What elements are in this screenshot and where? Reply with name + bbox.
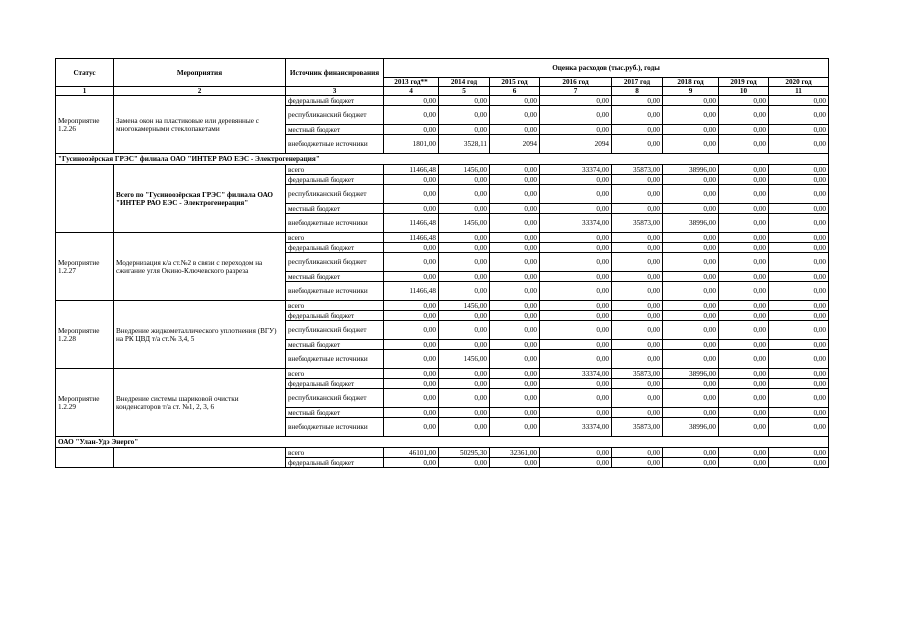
- value-cell: 0,00: [663, 106, 719, 125]
- value-cell: 35873,00: [612, 214, 663, 233]
- value-cell: 0,00: [663, 96, 719, 106]
- value-cell: 32361,00: [490, 448, 540, 458]
- value-cell: 0,00: [663, 311, 719, 321]
- column-index: 8: [612, 87, 663, 96]
- value-cell: 0,00: [719, 458, 769, 468]
- value-cell: 0,00: [612, 243, 663, 253]
- table-row: [56, 448, 829, 458]
- value-cell: 0,00: [384, 175, 439, 185]
- value-cell: 0,00: [612, 408, 663, 418]
- value-cell: 0,00: [663, 185, 719, 204]
- value-cell: 0,00: [719, 214, 769, 233]
- value-cell: 0,00: [490, 379, 540, 389]
- status-cell: Мероприятие 1.2.26: [56, 96, 114, 154]
- status-cell: Мероприятие 1.2.29: [56, 369, 114, 437]
- value-cell: 11466,48: [384, 214, 439, 233]
- value-cell: 0,00: [719, 233, 769, 243]
- value-cell: 0,00: [439, 389, 490, 408]
- value-cell: 0,00: [663, 389, 719, 408]
- value-cell: 0,00: [719, 253, 769, 272]
- value-cell: 0,00: [490, 369, 540, 379]
- source-cell: республиканский бюджет: [286, 253, 384, 272]
- table-row: [56, 233, 829, 243]
- value-cell: 1456,00: [439, 301, 490, 311]
- source-header: Источник финансирования: [286, 59, 384, 87]
- value-cell: 0,00: [719, 204, 769, 214]
- value-cell: 0,00: [439, 243, 490, 253]
- value-cell: 0,00: [439, 379, 490, 389]
- value-cell: 0,00: [540, 185, 612, 204]
- value-cell: 0,00: [490, 96, 540, 106]
- source-cell: внебюджетные источники: [286, 214, 384, 233]
- value-cell: 0,00: [540, 175, 612, 185]
- table-row: [56, 165, 829, 175]
- value-cell: 33374,00: [540, 214, 612, 233]
- value-cell: 0,00: [540, 106, 612, 125]
- value-cell: 0,00: [384, 369, 439, 379]
- value-cell: 0,00: [663, 204, 719, 214]
- value-cell: 0,00: [384, 311, 439, 321]
- value-cell: 0,00: [769, 301, 829, 311]
- year-header: 2017 год: [612, 78, 663, 87]
- source-cell: местный бюджет: [286, 204, 384, 214]
- value-cell: 0,00: [540, 282, 612, 301]
- value-cell: 0,00: [490, 253, 540, 272]
- event-cell: Модернизация к/а ст.№2 в связи с переходом на сжигание угля Окино-Ключевского разреза: [114, 233, 286, 301]
- value-cell: 0,00: [769, 165, 829, 175]
- value-cell: 0,00: [612, 311, 663, 321]
- column-index: 4: [384, 87, 439, 96]
- value-cell: 3528,11: [439, 135, 490, 154]
- value-cell: 0,00: [769, 321, 829, 340]
- value-cell: 0,00: [490, 311, 540, 321]
- value-cell: 0,00: [439, 106, 490, 125]
- value-cell: 0,00: [719, 96, 769, 106]
- value-cell: 0,00: [769, 350, 829, 369]
- event-cell: Внедрение системы шариковой очистки конденсаторов т/а ст. №1, 2, 3, 6: [114, 369, 286, 437]
- value-cell: 0,00: [769, 311, 829, 321]
- value-cell: 0,00: [490, 389, 540, 408]
- value-cell: 0,00: [384, 272, 439, 282]
- value-cell: 0,00: [719, 282, 769, 301]
- value-cell: 0,00: [490, 214, 540, 233]
- event-cell: Замена окон на пластиковые или деревянные с многокамерными стеклопакетами: [114, 96, 286, 154]
- value-cell: 0,00: [612, 125, 663, 135]
- value-cell: 0,00: [540, 253, 612, 272]
- value-cell: 2094: [540, 135, 612, 154]
- value-cell: 0,00: [439, 321, 490, 340]
- value-cell: 0,00: [540, 340, 612, 350]
- value-cell: 0,00: [612, 135, 663, 154]
- year-header: 2015 год: [490, 78, 540, 87]
- value-cell: 1801,00: [384, 135, 439, 154]
- value-cell: 0,00: [490, 233, 540, 243]
- value-cell: 38996,00: [663, 165, 719, 175]
- year-header: 2019 год: [719, 78, 769, 87]
- value-cell: 0,00: [384, 389, 439, 408]
- value-cell: 0,00: [663, 272, 719, 282]
- value-cell: 50295,30: [439, 448, 490, 458]
- value-cell: 0,00: [384, 125, 439, 135]
- value-cell: 0,00: [769, 448, 829, 458]
- value-cell: 0,00: [490, 408, 540, 418]
- value-cell: 0,00: [719, 408, 769, 418]
- value-cell: 0,00: [439, 96, 490, 106]
- value-cell: 0,00: [612, 253, 663, 272]
- value-cell: 0,00: [612, 389, 663, 408]
- value-cell: 0,00: [719, 301, 769, 311]
- value-cell: 0,00: [769, 185, 829, 204]
- value-cell: 0,00: [769, 272, 829, 282]
- value-cell: 0,00: [439, 282, 490, 301]
- source-cell: федеральный бюджет: [286, 311, 384, 321]
- status-cell: [56, 165, 114, 233]
- value-cell: 0,00: [612, 448, 663, 458]
- value-cell: 0,00: [540, 389, 612, 408]
- value-cell: 0,00: [719, 125, 769, 135]
- value-cell: 0,00: [540, 311, 612, 321]
- source-cell: местный бюджет: [286, 408, 384, 418]
- event-cell: Всего по "Гусиноозёрская ГРЭС" филиала ОАО "ИНТЕР РАО ЕЭС - Электрогенерация": [114, 165, 286, 233]
- value-cell: 0,00: [769, 340, 829, 350]
- value-cell: 0,00: [490, 106, 540, 125]
- value-cell: 0,00: [490, 321, 540, 340]
- value-cell: 0,00: [490, 185, 540, 204]
- value-cell: 0,00: [439, 408, 490, 418]
- value-cell: 35873,00: [612, 165, 663, 175]
- value-cell: 0,00: [540, 233, 612, 243]
- year-header: 2016 год: [540, 78, 612, 87]
- value-cell: 0,00: [769, 389, 829, 408]
- source-cell: федеральный бюджет: [286, 458, 384, 468]
- source-cell: федеральный бюджет: [286, 379, 384, 389]
- value-cell: 0,00: [663, 340, 719, 350]
- value-cell: 0,00: [540, 243, 612, 253]
- value-cell: 0,00: [612, 185, 663, 204]
- value-cell: 0,00: [769, 96, 829, 106]
- status-cell: Мероприятие 1.2.28: [56, 301, 114, 369]
- value-cell: 0,00: [540, 408, 612, 418]
- year-header: 2018 год: [663, 78, 719, 87]
- value-cell: 0,00: [439, 272, 490, 282]
- value-cell: 0,00: [612, 272, 663, 282]
- year-header: 2014 год: [439, 78, 490, 87]
- value-cell: 0,00: [663, 350, 719, 369]
- column-index: 3: [286, 87, 384, 96]
- value-cell: 0,00: [769, 458, 829, 468]
- value-cell: 0,00: [439, 340, 490, 350]
- value-cell: 11466,48: [384, 165, 439, 175]
- value-cell: 0,00: [384, 243, 439, 253]
- value-cell: 33374,00: [540, 418, 612, 437]
- source-cell: федеральный бюджет: [286, 175, 384, 185]
- value-cell: 0,00: [612, 282, 663, 301]
- value-cell: 0,00: [490, 301, 540, 311]
- table-body: [56, 96, 829, 468]
- section-title: ОАО "Улан-Удэ Энерго": [56, 437, 829, 448]
- value-cell: 0,00: [490, 243, 540, 253]
- value-cell: 0,00: [384, 106, 439, 125]
- source-cell: республиканский бюджет: [286, 389, 384, 408]
- source-cell: местный бюджет: [286, 340, 384, 350]
- source-cell: местный бюджет: [286, 272, 384, 282]
- value-cell: 0,00: [769, 175, 829, 185]
- column-index: 7: [540, 87, 612, 96]
- value-cell: 33374,00: [540, 369, 612, 379]
- value-cell: 0,00: [769, 135, 829, 154]
- source-cell: всего: [286, 165, 384, 175]
- value-cell: 0,00: [663, 448, 719, 458]
- value-cell: 0,00: [490, 175, 540, 185]
- value-cell: 0,00: [769, 106, 829, 125]
- value-cell: 33374,00: [540, 165, 612, 175]
- value-cell: 0,00: [384, 204, 439, 214]
- value-cell: 0,00: [612, 204, 663, 214]
- value-cell: 0,00: [769, 253, 829, 272]
- value-cell: 0,00: [769, 379, 829, 389]
- value-cell: 0,00: [663, 253, 719, 272]
- value-cell: 0,00: [540, 125, 612, 135]
- value-cell: 0,00: [439, 185, 490, 204]
- value-cell: 0,00: [384, 350, 439, 369]
- value-cell: 0,00: [490, 458, 540, 468]
- status-cell: Мероприятие 1.2.27: [56, 233, 114, 301]
- year-header: 2013 год**: [384, 78, 439, 87]
- value-cell: 0,00: [540, 458, 612, 468]
- value-cell: 0,00: [769, 125, 829, 135]
- value-cell: 0,00: [769, 233, 829, 243]
- value-cell: 0,00: [663, 233, 719, 243]
- value-cell: 0,00: [384, 253, 439, 272]
- section-row: [56, 154, 829, 165]
- value-cell: 0,00: [384, 185, 439, 204]
- value-cell: 0,00: [719, 106, 769, 125]
- table-header: [56, 59, 829, 96]
- source-cell: республиканский бюджет: [286, 321, 384, 340]
- event-cell: Внедрение жидкометаллического уплотнения (ВГУ) на РК ЦВД т/а ст.№ 3,4, 5: [114, 301, 286, 369]
- value-cell: 0,00: [384, 301, 439, 311]
- value-cell: 0,00: [769, 282, 829, 301]
- value-cell: 0,00: [540, 96, 612, 106]
- source-cell: республиканский бюджет: [286, 185, 384, 204]
- value-cell: 0,00: [612, 301, 663, 311]
- value-cell: 0,00: [439, 233, 490, 243]
- value-cell: 0,00: [719, 175, 769, 185]
- value-cell: 0,00: [769, 418, 829, 437]
- value-cell: 0,00: [540, 448, 612, 458]
- value-cell: 0,00: [719, 243, 769, 253]
- value-cell: 0,00: [384, 321, 439, 340]
- table-row: [56, 369, 829, 379]
- value-cell: 0,00: [439, 175, 490, 185]
- value-cell: 0,00: [719, 418, 769, 437]
- value-cell: 0,00: [540, 272, 612, 282]
- column-index: 1: [56, 87, 114, 96]
- value-cell: 0,00: [663, 243, 719, 253]
- value-cell: 0,00: [719, 369, 769, 379]
- value-cell: 0,00: [719, 165, 769, 175]
- value-cell: 0,00: [719, 272, 769, 282]
- source-cell: всего: [286, 301, 384, 311]
- value-cell: 46101,00: [384, 448, 439, 458]
- value-cell: 0,00: [612, 321, 663, 340]
- column-index: 10: [719, 87, 769, 96]
- event-cell: [114, 448, 286, 468]
- table-row: [56, 301, 829, 311]
- value-cell: 0,00: [540, 301, 612, 311]
- value-cell: 38996,00: [663, 369, 719, 379]
- value-cell: 0,00: [490, 204, 540, 214]
- column-index: 11: [769, 87, 829, 96]
- value-cell: 0,00: [719, 311, 769, 321]
- value-cell: 0,00: [540, 204, 612, 214]
- value-cell: 0,00: [719, 350, 769, 369]
- value-cell: 0,00: [612, 340, 663, 350]
- year-header: 2020 год: [769, 78, 829, 87]
- source-cell: внебюджетные источники: [286, 418, 384, 437]
- value-cell: 0,00: [769, 243, 829, 253]
- value-cell: 0,00: [490, 340, 540, 350]
- value-cell: 0,00: [439, 311, 490, 321]
- value-cell: 0,00: [663, 408, 719, 418]
- status-header: Статус: [56, 59, 114, 87]
- budget-table-sheet: [55, 58, 828, 468]
- value-cell: 0,00: [439, 458, 490, 468]
- value-cell: 0,00: [612, 379, 663, 389]
- value-cell: 0,00: [439, 369, 490, 379]
- value-cell: 0,00: [490, 282, 540, 301]
- value-cell: 35873,00: [612, 418, 663, 437]
- value-cell: 0,00: [612, 458, 663, 468]
- value-cell: 0,00: [663, 135, 719, 154]
- value-cell: 0,00: [384, 340, 439, 350]
- value-cell: 0,00: [384, 418, 439, 437]
- value-cell: 1456,00: [439, 214, 490, 233]
- value-cell: 0,00: [769, 408, 829, 418]
- value-cell: 0,00: [719, 135, 769, 154]
- column-index: 9: [663, 87, 719, 96]
- value-cell: 0,00: [719, 340, 769, 350]
- value-cell: 0,00: [663, 282, 719, 301]
- value-cell: 0,00: [612, 175, 663, 185]
- source-cell: всего: [286, 233, 384, 243]
- value-cell: 0,00: [719, 389, 769, 408]
- value-cell: 0,00: [663, 125, 719, 135]
- value-cell: 0,00: [719, 379, 769, 389]
- value-cell: 0,00: [540, 321, 612, 340]
- column-index: 2: [114, 87, 286, 96]
- value-cell: 0,00: [612, 106, 663, 125]
- value-cell: 1456,00: [439, 350, 490, 369]
- value-cell: 0,00: [719, 185, 769, 204]
- value-cell: 0,00: [612, 96, 663, 106]
- value-cell: 0,00: [384, 408, 439, 418]
- source-cell: внебюджетные источники: [286, 282, 384, 301]
- source-cell: всего: [286, 369, 384, 379]
- value-cell: 11466,48: [384, 233, 439, 243]
- value-cell: 0,00: [490, 418, 540, 437]
- estimate-header: Оценка расходов (тыс.руб.), годы: [384, 59, 829, 78]
- value-cell: 0,00: [540, 379, 612, 389]
- source-cell: внебюджетные источники: [286, 350, 384, 369]
- value-cell: 1456,00: [439, 165, 490, 175]
- expense-estimate-table: [55, 58, 829, 468]
- section-row: [56, 437, 829, 448]
- value-cell: 0,00: [719, 321, 769, 340]
- value-cell: 0,00: [439, 253, 490, 272]
- event-header: Мероприятия: [114, 59, 286, 87]
- table-row: [56, 96, 829, 106]
- source-cell: федеральный бюджет: [286, 96, 384, 106]
- column-index: 6: [490, 87, 540, 96]
- value-cell: 0,00: [439, 204, 490, 214]
- source-cell: республиканский бюджет: [286, 106, 384, 125]
- column-index: 5: [439, 87, 490, 96]
- value-cell: 0,00: [719, 448, 769, 458]
- value-cell: 0,00: [663, 301, 719, 311]
- value-cell: 0,00: [490, 272, 540, 282]
- value-cell: 0,00: [769, 204, 829, 214]
- value-cell: 0,00: [439, 418, 490, 437]
- section-title: "Гусиноозёрская ГРЭС" филиала ОАО "ИНТЕР РАО ЕЭС - Электрогенерация": [56, 154, 829, 165]
- value-cell: 0,00: [490, 125, 540, 135]
- status-cell: [56, 448, 114, 468]
- value-cell: 0,00: [663, 321, 719, 340]
- value-cell: 38996,00: [663, 418, 719, 437]
- value-cell: 11466,48: [384, 282, 439, 301]
- value-cell: 0,00: [769, 369, 829, 379]
- value-cell: 0,00: [663, 379, 719, 389]
- value-cell: 0,00: [384, 379, 439, 389]
- value-cell: 0,00: [439, 125, 490, 135]
- value-cell: 0,00: [540, 350, 612, 369]
- source-cell: местный бюджет: [286, 125, 384, 135]
- value-cell: 0,00: [663, 175, 719, 185]
- source-cell: внебюджетные источники: [286, 135, 384, 154]
- source-cell: федеральный бюджет: [286, 243, 384, 253]
- value-cell: 0,00: [612, 233, 663, 243]
- value-cell: 35873,00: [612, 369, 663, 379]
- value-cell: 0,00: [384, 96, 439, 106]
- value-cell: 0,00: [769, 214, 829, 233]
- value-cell: 0,00: [490, 350, 540, 369]
- source-cell: всего: [286, 448, 384, 458]
- value-cell: 38996,00: [663, 214, 719, 233]
- column-index-row: [56, 87, 829, 96]
- value-cell: 0,00: [612, 350, 663, 369]
- value-cell: 0,00: [490, 165, 540, 175]
- value-cell: 2094: [490, 135, 540, 154]
- value-cell: 0,00: [663, 458, 719, 468]
- value-cell: 0,00: [384, 458, 439, 468]
